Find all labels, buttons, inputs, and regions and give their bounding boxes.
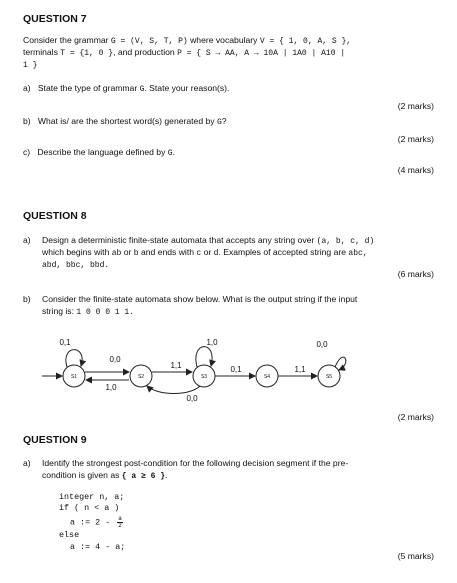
q8-part-a-line-3: abd, bbc, bbd. xyxy=(42,261,110,270)
edge-label-s3-loop: 1,0 xyxy=(206,338,218,347)
q8b-marks: (2 marks) xyxy=(397,412,434,422)
q8-part-a-label: a) xyxy=(23,235,31,245)
q9-marks: (5 marks) xyxy=(397,551,434,561)
state-s3-label: S3 xyxy=(200,374,208,380)
edge-label-s3-s4: 0,1 xyxy=(230,365,242,374)
edge-label-s4-s5: 1,1 xyxy=(294,365,306,374)
code-declaration: integer n, a; xyxy=(59,492,125,502)
q7-part-b: b) What is/ are the shortest word(s) generated by G? xyxy=(23,116,227,127)
code-fraction: $\frac{a}{2}$ xyxy=(118,515,122,529)
edge-label-s3-s2: 0,0 xyxy=(186,394,198,403)
edge-label-s2-s3: 1,1 xyxy=(170,361,182,370)
edge-label-s2-s1: 1,0 xyxy=(105,383,117,392)
code-assign-2: a := 4 - a; xyxy=(70,542,126,552)
edge-label-s1-loop: 0,1 xyxy=(59,338,71,347)
q7a-marks: (2 marks) xyxy=(397,101,434,111)
edge-s3-s2 xyxy=(147,386,200,394)
q7-intro-line-2: terminals T = {1, 0 }, and production P = { S → AA, A → 10A | 1A0 | A10 | xyxy=(23,47,346,58)
q8a-marks: (6 marks) xyxy=(397,269,434,279)
q9-part-a-line-1: Identify the strongest post-condition for the following decision segment if the pre- xyxy=(42,458,349,468)
q7b-marks: (2 marks) xyxy=(397,134,434,144)
q8-part-b-line-1: Consider the finite-state automata show below. What is the output string if the input xyxy=(42,294,358,304)
q7-intro-line-3: 1 } xyxy=(23,61,38,70)
edge-label-s1-s2: 0,0 xyxy=(109,355,121,364)
loop-s3 xyxy=(196,347,212,367)
q8-part-a-line-2: which begins with ab or b and ends with c or d. Examples of accepted string are abc, xyxy=(42,247,368,258)
q7-intro-line-1: Consider the grammar G = (V, S, T, P) where vocabulary V = { 1, 0, A, S }, xyxy=(23,35,352,46)
q8-part-b-label: b) xyxy=(23,294,31,304)
loop-s1 xyxy=(66,350,82,367)
q8-part-a-line-1: Design a deterministic finite-state automata that accepts any string over (a, b, c, d) xyxy=(42,235,375,246)
question-7-heading: QUESTION 7 xyxy=(23,13,87,25)
question-8-heading: QUESTION 8 xyxy=(23,210,87,222)
code-assign-1: a := 2 - $\frac{a}{2}$ xyxy=(70,515,122,529)
question-9-heading: QUESTION 9 xyxy=(23,434,87,446)
code-else: else xyxy=(59,530,80,540)
q7c-marks: (4 marks) xyxy=(397,165,434,175)
state-s5-label: S5 xyxy=(325,374,333,380)
state-s2-label: S2 xyxy=(137,374,145,380)
finite-state-machine-diagram xyxy=(0,330,457,410)
q8-part-b-line-2: string is: 1 0 0 0 1 1. xyxy=(42,306,134,317)
q7-part-c: c) Describe the language defined by G. xyxy=(23,147,175,158)
q9-part-a-line-2: condition is given as { a ≥ 6 }. xyxy=(42,470,168,481)
q7-part-a: a) State the type of grammar G. State your reason(s). xyxy=(23,83,230,94)
state-s1-label: S1 xyxy=(70,374,78,380)
state-s4-label: S4 xyxy=(263,374,271,380)
edge-label-s5-loop: 0,0 xyxy=(316,340,328,349)
q9-part-a-label: a) xyxy=(23,458,31,468)
code-if: if ( n < a ) xyxy=(59,503,120,513)
